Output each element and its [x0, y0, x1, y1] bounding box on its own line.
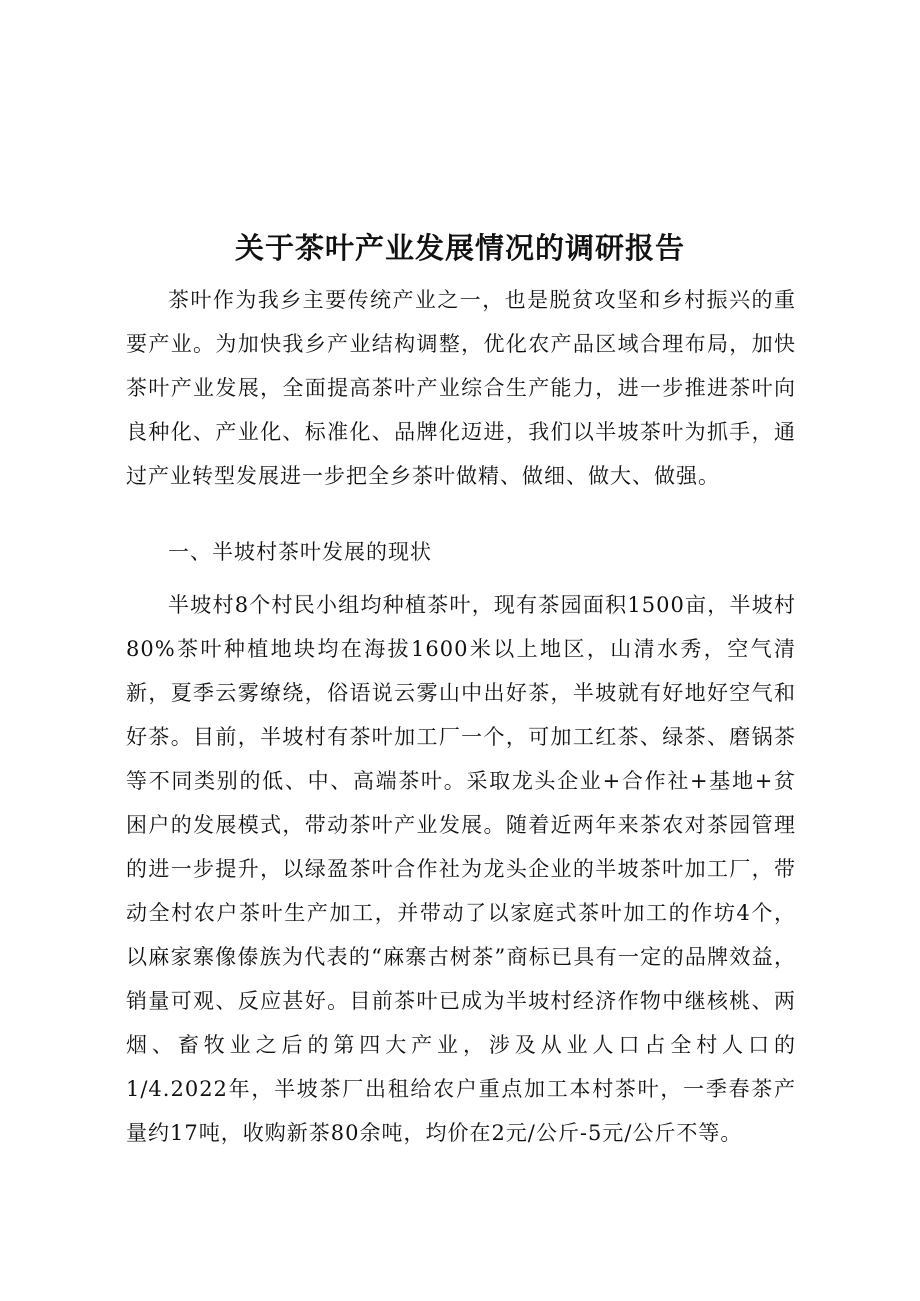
intro-paragraph: 茶叶作为我乡主要传统产业之一，也是脱贫攻坚和乡村振兴的重要产业。为加快我乡产业结构调整，优化农产品区域合理布局，加快茶叶产业发展，全面提高茶叶产业综合生产能力，进一步推进茶叶向良种化、产业化、标准化、品牌化迈进，我们以半坡茶叶为抓手，通过产业转型发展进一步把全乡茶叶做精、做细、做大、做强。 [126, 288, 796, 488]
section-paragraph: 半坡村8个村民小组均种植茶叶，现有茶园面积1500亩，半坡村80%茶叶种植地块均在海拔1600米以上地区，山清水秀，空气清新，夏季云雾缭绕，俗语说云雾山中出好茶，半坡就有好地好空气和好茶。目前，半坡村有茶叶加工厂一个，可加工红茶、绿茶、磨锅茶等不同类别的低、中、高端茶叶。采取龙头企业+合作社+基地+贫困户的发展模式，带动茶叶产业发展。随着近两年来茶农对茶园管理的进一步提升，以绿盈茶叶合作社为龙头企业的半坡茶叶加工厂，带动全村农户茶叶生产加工，并带动了以家庭式茶叶加工的作坊4个，以麻家寨像傣族为代表的“麻寨古树茶”商标已具有一定的品牌效益，销量可观、反应甚好。目前茶叶已成为半坡村经济作物中继核桃、两烟、畜牧业之后的第四大产业，涉及从业人口占全村人口的1/4.2022年，半坡茶厂出租给农户重点加工本村茶叶，一季春茶产量约17吨，收购新茶80余吨，均价在2元/公斤-5元/公斤不等。 [126, 593, 796, 1145]
section-heading: 一、半坡村茶叶发展的现状 [168, 540, 432, 564]
document-title: 关于茶叶产业发展情况的调研报告 [234, 231, 685, 265]
